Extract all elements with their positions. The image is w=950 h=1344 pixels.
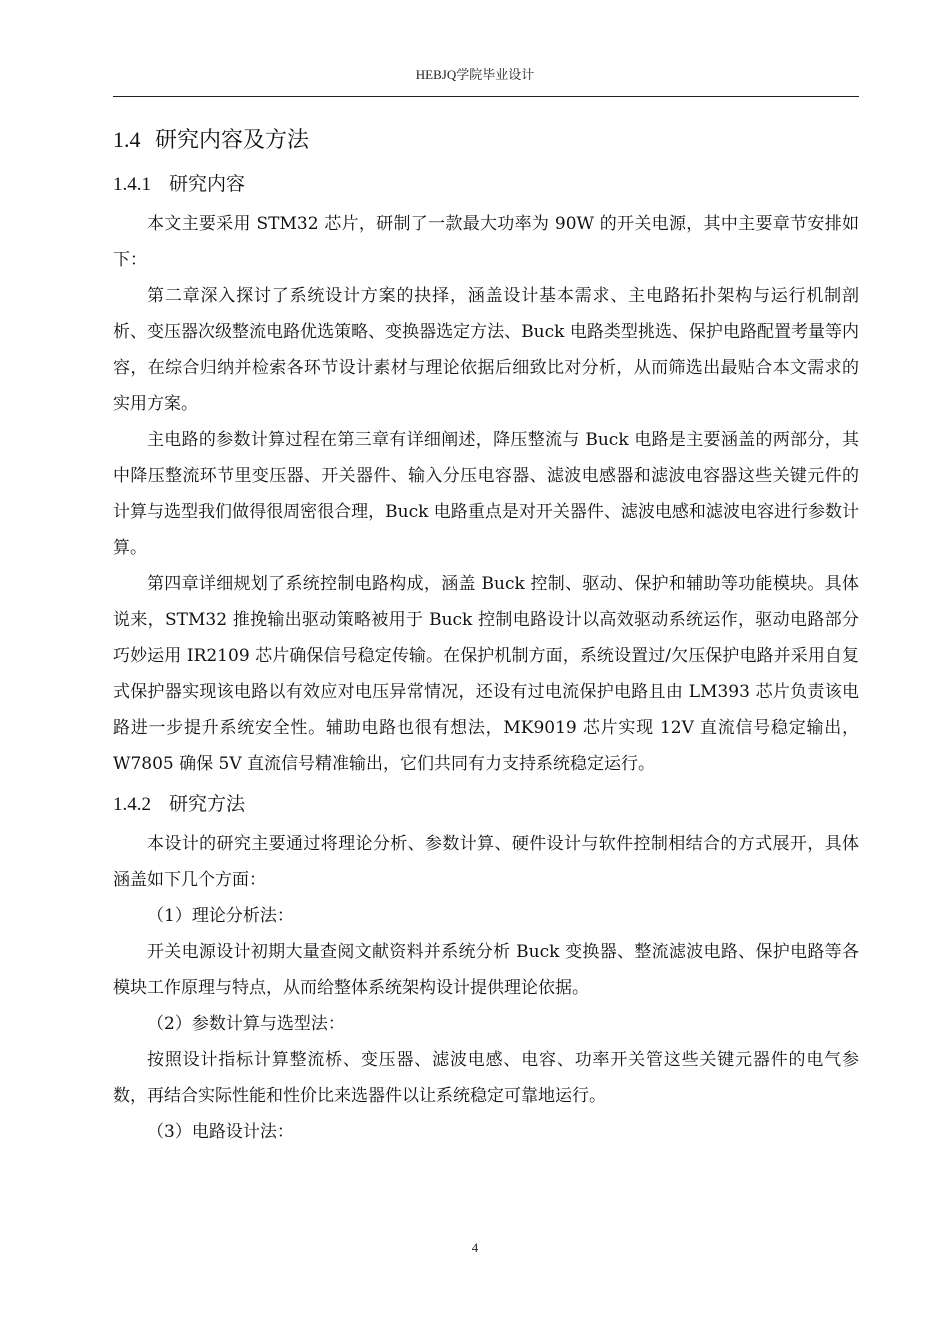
header-divider <box>113 96 859 97</box>
subsection-number: 1.4.1 <box>113 174 151 195</box>
method-label: （1）理论分析法： <box>147 906 294 926</box>
paragraph: 第二章深入探讨了系统设计方案的抉择，涵盖设计基本需求、主电路拓扑架构与运行机制剖析、变压器次级整流电路优选策略、变换器选定方法、Buck 电路类型挑选、保护电路配置考量等内容，在综合归纳并检索各环节设计素材与理论依据后细致比对分析，从而筛选出最贴合本文需求的实用方案。 <box>113 286 859 414</box>
subsection-heading-research-methods <box>113 786 859 822</box>
paragraph: 本设计的研究主要通过将理论分析、参数计算、硬件设计与软件控制相结合的方式展开，具体涵盖如下几个方面： <box>113 834 859 890</box>
method-label: （2）参数计算与选型法： <box>147 1014 345 1034</box>
paragraph: 开关电源设计初期大量查阅文献资料并系统分析 Buck 变换器、整流滤波电路、保护电路等各模块工作原理与特点，从而给整体系统架构设计提供理论依据。 <box>113 942 859 998</box>
section-title: 研究内容及方法 <box>155 128 310 153</box>
paragraph: 本文主要采用 STM32 芯片，研制了一款最大功率为 90W 的开关电源，其中主要章节安排如下： <box>113 214 859 270</box>
paragraph: 第四章详细规划了系统控制电路构成，涵盖 Buck 控制、驱动、保护和辅助等功能模块。具体说来，STM32 推挽输出驱动策略被用于 Buck 控制电路设计以高效驱动系统运作，驱动电路部分巧妙运用 IR2109 芯片确保信号稳定传输。在保护机制方面，系统设置过/欠压保护电路并采用自复式保护器实现该电路以有效应对电压异常情况，还设有过电流保护电路且由 LM393 芯片负责该电路进一步提升系统安全性。辅助电路也很有想法，MK9019 芯片实现 12V 直流信号稳定输出，W7805 确保 5V 直流信号精准输出，它们共同有力支持系统稳定运行。 <box>113 574 859 774</box>
subsection-heading-research-content <box>113 166 859 202</box>
section-number: 1.4 <box>113 127 141 152</box>
page-number: 4 <box>471 1240 479 1255</box>
page-header: HEBJQ学院毕业设计 <box>415 67 535 82</box>
section-heading <box>113 122 859 158</box>
subsection-title: 研究内容 <box>169 173 246 195</box>
subsection-number: 1.4.2 <box>113 794 151 815</box>
paragraph: 按照设计指标计算整流桥、变压器、滤波电感、电容、功率开关管这些关键元器件的电气参数，再结合实际性能和性价比来选器件以让系统稳定可靠地运行。 <box>113 1050 859 1106</box>
subsection-title: 研究方法 <box>169 793 246 815</box>
paragraph: 主电路的参数计算过程在第三章有详细阐述，降压整流与 Buck 电路是主要涵盖的两部分，其中降压整流环节里变压器、开关器件、输入分压电容器、滤波电感器和滤波电容器这些关键元件的计算与选型我们做得很周密很合理，Buck 电路重点是对开关器件、滤波电感和滤波电容进行参数计算。 <box>113 430 859 558</box>
method-label: （3）电路设计法： <box>147 1122 294 1142</box>
page-body <box>113 122 859 1150</box>
